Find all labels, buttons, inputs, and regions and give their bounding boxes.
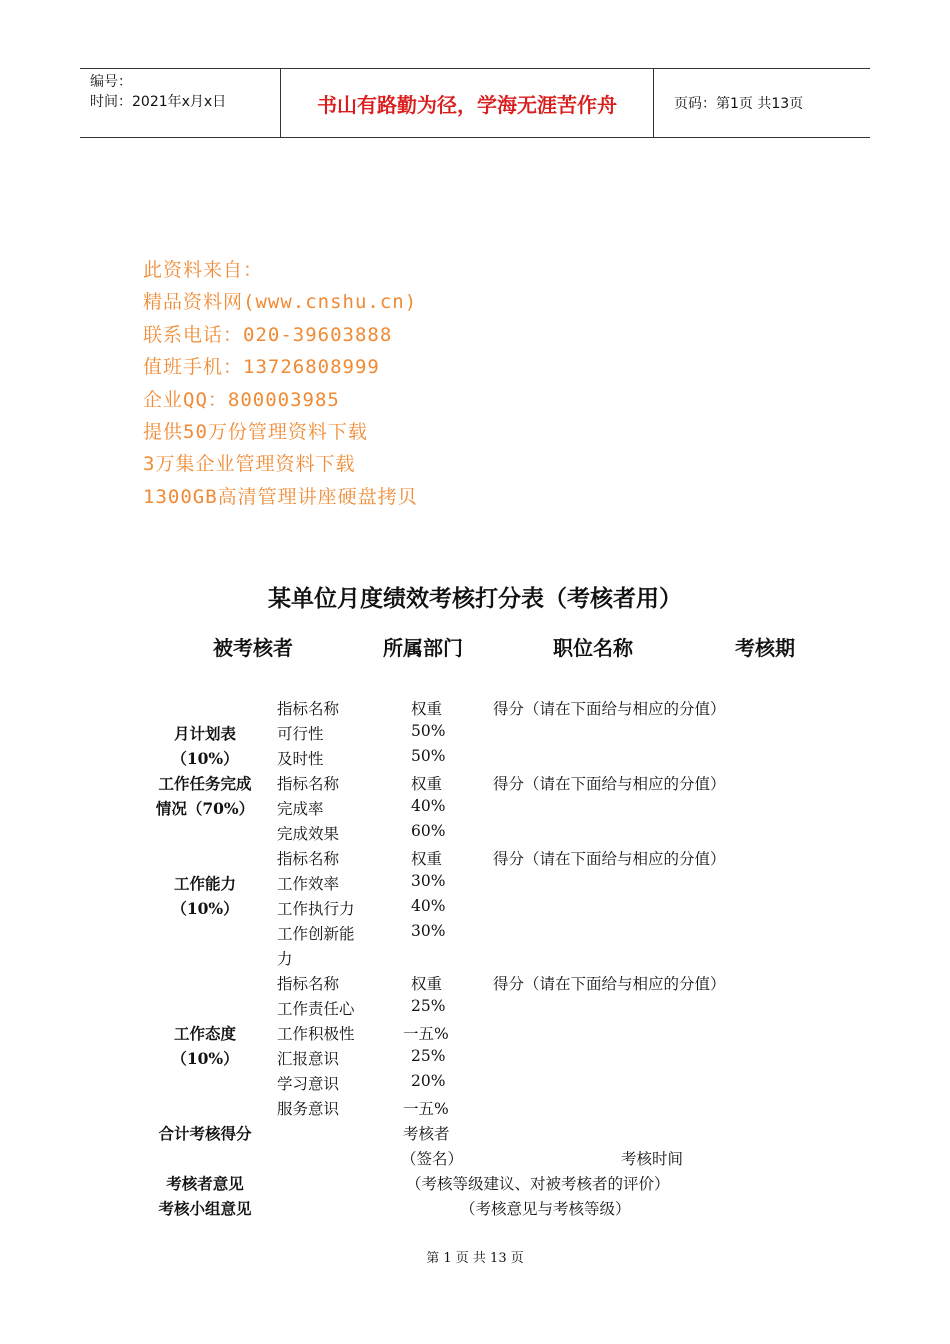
col-score: 得分（请在下面给与相应的分值） bbox=[493, 700, 726, 718]
item-weight: 40% bbox=[411, 797, 446, 815]
section-pct: （10%） bbox=[171, 899, 239, 918]
item-name: 完成效果 bbox=[277, 825, 340, 843]
col-score: 得分（请在下面给与相应的分值） bbox=[493, 850, 726, 868]
section-name: 月计划表 bbox=[173, 724, 236, 743]
item-name: 完成率 bbox=[277, 800, 324, 818]
header-motto: 书山有路勤为径，学海无涯苦作舟 bbox=[281, 69, 654, 137]
item-name: 可行性 bbox=[277, 725, 324, 743]
item-name: 工作效率 bbox=[277, 875, 340, 893]
subhead-period: 考核期 bbox=[735, 636, 795, 660]
col-indicator: 指标名称 bbox=[277, 700, 340, 718]
item-weight: 一五% bbox=[403, 1025, 449, 1043]
item-name: 力 bbox=[277, 950, 293, 968]
assessor-label: 考核者 bbox=[403, 1125, 450, 1143]
page-info-text: 页码：第1页 共13页 bbox=[674, 96, 804, 112]
source-line: 精品资料网(www.cnshu.cn) bbox=[143, 291, 418, 314]
item-weight: 50% bbox=[411, 747, 446, 765]
section-pct: 情况（70%） bbox=[155, 799, 255, 818]
col-score: 得分（请在下面给与相应的分值） bbox=[493, 975, 726, 993]
section-name: 工作能力 bbox=[173, 874, 236, 893]
assessor-opinion-hint: （考核等级建议、对被考核者的评价） bbox=[406, 1175, 670, 1193]
col-score: 得分（请在下面给与相应的分值） bbox=[493, 775, 726, 793]
document-time: 时间：2021年x月x日 bbox=[90, 94, 227, 110]
source-line: 3万集企业管理资料下载 bbox=[143, 453, 356, 476]
item-name: 工作创新能 bbox=[277, 925, 355, 943]
sign-label: （签名） bbox=[401, 1150, 464, 1168]
source-line: 1300GB高清管理讲座硬盘拷贝 bbox=[143, 485, 418, 508]
item-weight: 50% bbox=[411, 722, 446, 740]
col-weight: 权重 bbox=[411, 850, 443, 868]
page-footer: 第 1 页 共 13 页 bbox=[426, 1251, 524, 1266]
item-name: 工作责任心 bbox=[277, 1000, 355, 1018]
header-meta-cell bbox=[80, 69, 281, 137]
section-pct: （10%） bbox=[171, 1049, 239, 1068]
subhead-position: 职位名称 bbox=[553, 636, 633, 660]
assess-time-label: 考核时间 bbox=[621, 1150, 684, 1168]
col-indicator: 指标名称 bbox=[277, 975, 340, 993]
item-name: 服务意识 bbox=[277, 1100, 340, 1118]
col-weight: 权重 bbox=[411, 775, 443, 793]
item-weight: 20% bbox=[411, 1072, 446, 1090]
assessor-opinion-label: 考核者意见 bbox=[166, 1174, 244, 1193]
group-opinion-hint: （考核意见与考核等级） bbox=[460, 1200, 631, 1218]
subhead-department: 所属部门 bbox=[383, 636, 463, 660]
col-indicator: 指标名称 bbox=[277, 850, 340, 868]
item-weight: 25% bbox=[411, 997, 446, 1015]
page-header bbox=[80, 68, 870, 138]
col-indicator: 指标名称 bbox=[277, 775, 340, 793]
total-score-label: 合计考核得分 bbox=[158, 1124, 252, 1143]
source-line: 提供50万份管理资料下载 bbox=[143, 421, 368, 444]
section-pct: （10%） bbox=[171, 749, 239, 768]
item-weight: 25% bbox=[411, 1047, 446, 1065]
item-name: 工作执行力 bbox=[277, 900, 355, 918]
item-name: 汇报意识 bbox=[277, 1050, 340, 1068]
item-name: 学习意识 bbox=[277, 1075, 340, 1093]
item-weight: 30% bbox=[411, 922, 446, 940]
header-page-info bbox=[664, 69, 870, 137]
item-name: 及时性 bbox=[277, 750, 324, 768]
source-line: 联系电话：020-39603888 bbox=[143, 323, 393, 346]
source-line: 此资料来自： bbox=[143, 259, 264, 281]
form-title: 某单位月度绩效考核打分表（考核者用） bbox=[268, 586, 682, 612]
source-line: 企业QQ：800003985 bbox=[143, 388, 340, 411]
item-weight: 60% bbox=[411, 822, 446, 840]
document-number: 编号： bbox=[90, 74, 132, 90]
item-weight: 一五% bbox=[403, 1100, 449, 1118]
source-line: 值班手机：13726808999 bbox=[143, 356, 380, 379]
item-name: 工作积极性 bbox=[277, 1025, 355, 1043]
item-weight: 40% bbox=[411, 897, 446, 915]
section-name: 工作任务完成 bbox=[158, 774, 252, 793]
subhead-assessee: 被考核者 bbox=[213, 636, 293, 660]
group-opinion-label: 考核小组意见 bbox=[158, 1199, 252, 1218]
source-info-block bbox=[143, 254, 418, 513]
item-weight: 30% bbox=[411, 872, 446, 890]
col-weight: 权重 bbox=[411, 700, 443, 718]
section-name: 工作态度 bbox=[173, 1024, 236, 1043]
col-weight: 权重 bbox=[411, 975, 443, 993]
